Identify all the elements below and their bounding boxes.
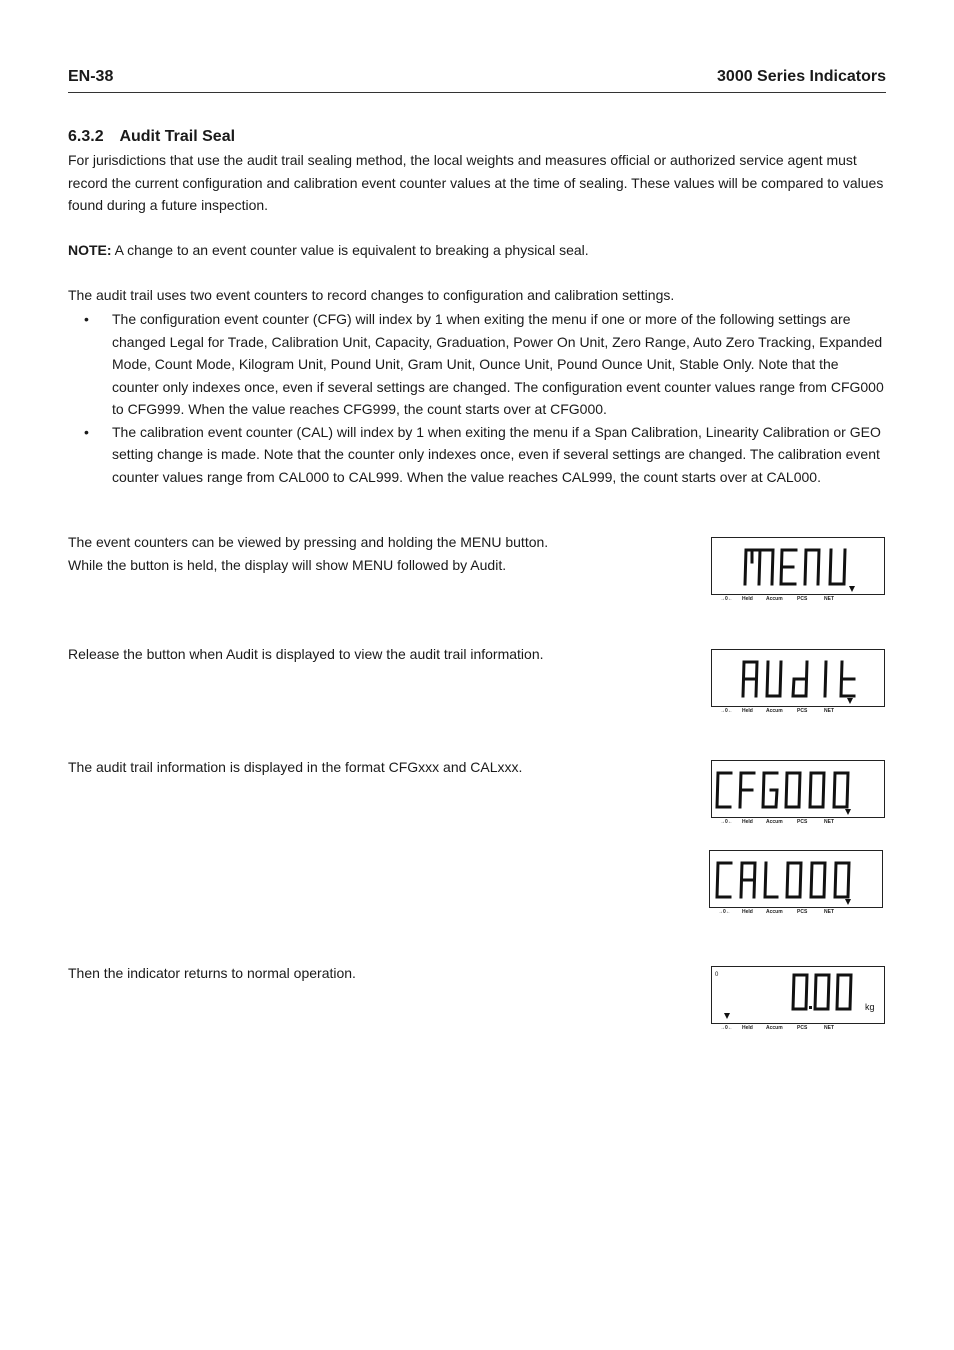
held-annunciator: Held — [742, 1025, 753, 1031]
list-item — [68, 308, 888, 421]
section-title: Audit Trail Seal — [119, 128, 236, 145]
pcs-annunciator: PCS — [797, 819, 808, 825]
note-label: NOTE: — [68, 242, 112, 258]
lcd-display-cfg — [711, 760, 885, 825]
indicator-arrow — [845, 809, 851, 815]
pcs-annunciator: PCS — [797, 1025, 808, 1031]
annunciator-row — [720, 596, 880, 604]
intro-paragraph: For jurisdictions that use the audit trail sealing method, the local weights and measures official or authorized service agent must record the current configuration and calibration event counter values at the time of sealing. These values will be compared to values found during a future inspection. — [68, 152, 884, 213]
annunciator-row — [718, 909, 878, 917]
document-title: 3000 Series Indicators — [717, 68, 886, 85]
counter-list — [68, 308, 888, 488]
held-annunciator: Held — [742, 909, 753, 915]
counters-intro: The audit trail uses two event counters to record changes to configuration and calibration settings. — [68, 287, 675, 303]
net-annunciator: NET — [824, 708, 834, 714]
accum-annunciator: Accum — [766, 819, 783, 825]
list-item — [68, 421, 888, 489]
net-annunciator: NET — [824, 909, 834, 915]
step-caption: The audit trail information is displayed in the format CFGxxx and CALxxx. — [68, 759, 523, 775]
bullet-text: The calibration event counter (CAL) will index by 1 when exiting the menu if a Span Calibration, Linearity Calibration or GEO setting change is made. Note that the counter only indexes once, even if several settings are changed. The calibration event counter values range from CAL000 to CAL999. When the value reaches CAL999, the count starts over at CAL000. — [112, 423, 881, 485]
held-annunciator: Held — [742, 708, 753, 714]
annunciator-row — [720, 819, 880, 827]
header-divider — [68, 92, 886, 93]
held-annunciator: Held — [742, 819, 753, 825]
unit-label: kg — [865, 1002, 875, 1012]
accum-annunciator: Accum — [766, 596, 783, 602]
accum-annunciator: Accum — [766, 1025, 783, 1031]
note-paragraph — [68, 239, 888, 262]
indicator-arrow — [845, 899, 851, 905]
pcs-annunciator: PCS — [797, 596, 808, 602]
indicator-arrow — [724, 1013, 730, 1019]
zero-annunciator: →0← — [720, 596, 733, 602]
lcd-display-cal — [709, 850, 883, 915]
page-number: EN-38 — [68, 68, 114, 85]
bullet-mark: • — [84, 311, 89, 327]
pcs-annunciator: PCS — [797, 708, 808, 714]
zero-annunciator: →0← — [720, 819, 733, 825]
net-annunciator: NET — [824, 819, 834, 825]
held-annunciator: Held — [742, 596, 753, 602]
step-caption: Then the indicator returns to normal operation. — [68, 965, 356, 981]
zero-annunciator: →0← — [720, 1025, 733, 1031]
accum-annunciator: Accum — [766, 909, 783, 915]
net-annunciator: NET — [824, 1025, 834, 1031]
bullet-mark: • — [84, 423, 89, 440]
zero-center-mark: 0 — [715, 972, 719, 978]
accum-annunciator: Accum — [766, 708, 783, 714]
bullet-text: The configuration event counter (CFG) will index by 1 when exiting the menu if one or more of the following settings are changed Legal for Trade, Calibration Unit, Capacity, Graduation, Power On Unit, Zero Range, Auto Zero Tracking, Expanded Mode, Count Mode, Kilogram Unit, Pound Unit, Gram Unit, Ounce Unit, Pound Ounce Unit, Stable Only. Note that the counter only indexes once, even if several settings are changed. The configuration event counter values range from CFG000 to CFG999. When the value reaches CFG999, the count starts over at CFG000. — [112, 311, 884, 417]
step-caption: The event counters can be viewed by pressing and holding the MENU button. While the button is held, the display will show MENU followed by Audit. — [68, 534, 549, 573]
pcs-annunciator: PCS — [797, 909, 808, 915]
indicator-arrow — [849, 586, 855, 592]
lcd-display-menu — [711, 537, 885, 602]
indicator-arrow — [847, 698, 853, 704]
zero-annunciator: →0← — [718, 909, 731, 915]
step-caption: Release the button when Audit is displayed to view the audit trail information. — [68, 646, 544, 662]
zero-annunciator: →0← — [720, 708, 733, 714]
annunciator-row — [720, 1025, 880, 1033]
net-annunciator: NET — [824, 596, 834, 602]
note-text: A change to an event counter value is equivalent to breaking a physical seal. — [111, 242, 589, 258]
lcd-display-weight — [711, 966, 885, 1031]
section-number: 6.3.2 — [68, 128, 104, 145]
section-heading — [68, 128, 235, 146]
annunciator-row — [720, 708, 880, 716]
lcd-display-audit — [711, 649, 885, 714]
